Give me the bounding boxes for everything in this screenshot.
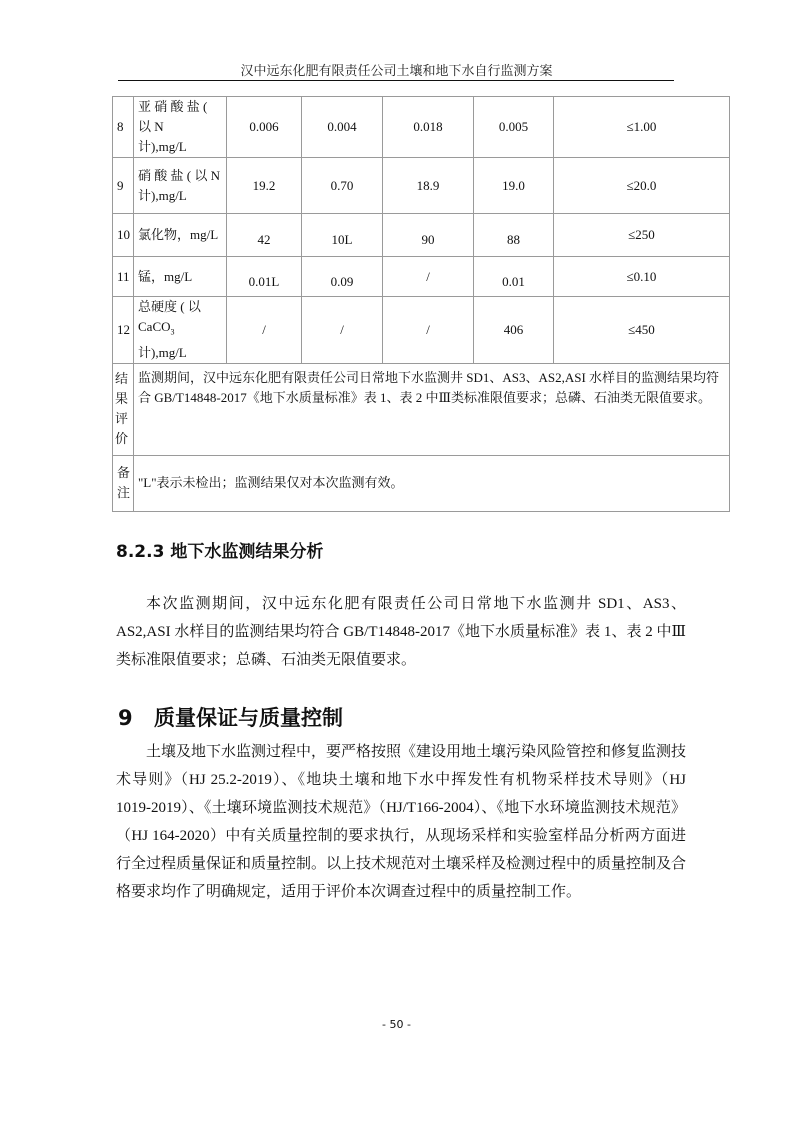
note-text: "L"表示未检出；监测结果仅对本次监测有效。 bbox=[134, 455, 730, 511]
evaluation-label-char: 评 bbox=[115, 411, 129, 427]
section-heading-9 bbox=[118, 702, 343, 732]
row-number: 11 bbox=[113, 257, 134, 297]
value-cell: 406 bbox=[474, 297, 554, 364]
value-cell: 90 bbox=[383, 214, 474, 257]
note-label-char: 注 bbox=[117, 485, 131, 501]
parameter-name bbox=[134, 97, 227, 158]
value-cell: / bbox=[227, 297, 302, 364]
table-row bbox=[113, 214, 730, 257]
value-cell: 42 bbox=[227, 214, 302, 257]
evaluation-label bbox=[113, 363, 134, 455]
parameter-name-line2: 计),mg/L bbox=[138, 187, 187, 203]
standard-limit: ≤450 bbox=[554, 297, 730, 364]
section-heading-8-2-3: 8.2.3 地下水监测结果分析 bbox=[116, 542, 324, 562]
table-row bbox=[113, 97, 730, 158]
evaluation-label-char: 结 bbox=[115, 371, 129, 387]
value-cell: 0.006 bbox=[227, 97, 302, 158]
paragraph: 本次监测期间，汉中远东化肥有限责任公司日常地下水监测井 SD1、AS3、AS2,ASI 水样目的监测结果均符合 GB/T14848-2017《地下水质量标准》表 1、表 2 中Ⅲ类标准限值要求；总磷、石油类无限值要求。 bbox=[116, 596, 686, 668]
value-cell: 18.9 bbox=[383, 158, 474, 214]
evaluation-label-char: 果 bbox=[115, 391, 129, 407]
document-header-title: 汉中远东化肥有限责任公司土壤和地下水自行监测方案 bbox=[240, 63, 553, 78]
parameter-name: 氯化物，mg/L bbox=[134, 214, 227, 257]
evaluation-row bbox=[113, 363, 730, 455]
evaluation-label-char: 价 bbox=[115, 431, 129, 447]
groundwater-results-table bbox=[112, 96, 730, 512]
value-cell: 0.01 bbox=[474, 257, 554, 297]
parameter-name-line2: 计),mg/L bbox=[138, 344, 187, 360]
value-cell: 0.01L bbox=[227, 257, 302, 297]
parameter-name-line1: 硝 酸 盐 ( 以 N bbox=[138, 167, 220, 183]
note-label-char: 备 bbox=[117, 465, 131, 481]
value-cell: 0.018 bbox=[383, 97, 474, 158]
row-number: 12 bbox=[113, 297, 134, 364]
parameter-name-line2: 计),mg/L bbox=[138, 139, 187, 154]
paragraph: 土壤及地下水监测过程中，要严格按照《建设用地土壤污染风险管控和修复监测技术导则》（HJ 25.2-2019）、《地块土壤和地下水中挥发性有机物采样技术导则》（HJ 1019-2019）、《土壤环境监测技术规范》（HJ/T166-2004）、《地下水环境监测技术规范》（HJ 164-2020）中有关质量控制的要求执行，从现场采样和实验室样品分析两方面进行全过程质量保证和质量控制。以上技术规范对土壤采样及检测过程中的质量控制及合格要求均作了明确规定，适用于评价本次调查过程中的质量控制工作。 bbox=[116, 744, 687, 900]
value-cell: 19.2 bbox=[227, 158, 302, 214]
table-row bbox=[113, 257, 730, 297]
value-cell: 0.004 bbox=[302, 97, 383, 158]
row-number: 9 bbox=[113, 158, 134, 214]
section-title: 质量保证与质量控制 bbox=[154, 706, 343, 730]
value-cell: 0.005 bbox=[474, 97, 554, 158]
parameter-name-line1: 亚 硝 酸 盐 ( 以 N bbox=[138, 99, 208, 134]
value-cell: 0.09 bbox=[302, 257, 383, 297]
value-cell: 19.0 bbox=[474, 158, 554, 214]
parameter-name bbox=[134, 297, 227, 364]
standard-limit: ≤0.10 bbox=[554, 257, 730, 297]
parameter-name: 锰，mg/L bbox=[134, 257, 227, 297]
section-9-body bbox=[116, 738, 686, 906]
table-row bbox=[113, 158, 730, 214]
page-number: - 50 - bbox=[382, 1018, 411, 1031]
value-cell: 0.70 bbox=[302, 158, 383, 214]
section-8-2-3-body bbox=[116, 590, 686, 674]
note-row bbox=[113, 455, 730, 511]
standard-limit: ≤250 bbox=[554, 214, 730, 257]
table-row bbox=[113, 297, 730, 364]
value-cell: / bbox=[383, 297, 474, 364]
value-cell: 10L bbox=[302, 214, 383, 257]
section-number: 9 bbox=[118, 706, 133, 730]
row-number: 8 bbox=[113, 97, 134, 158]
value-cell: / bbox=[383, 257, 474, 297]
evaluation-text: 监测期间，汉中远东化肥有限责任公司日常地下水监测井 SD1、AS3、AS2,ASI 水样目的监测结果均符合 GB/T14848-2017《地下水质量标准》表 1、表 2 中Ⅲ类标准限值要求；总磷、石油类无限值要求。 bbox=[134, 363, 730, 455]
parameter-name-line1: 总硬度 ( 以 CaCO bbox=[138, 299, 201, 334]
parameter-name bbox=[134, 158, 227, 214]
header-rule bbox=[118, 80, 674, 81]
standard-limit: ≤20.0 bbox=[554, 158, 730, 214]
subscript: 3 bbox=[170, 327, 175, 337]
note-label bbox=[113, 455, 134, 511]
row-number: 10 bbox=[113, 214, 134, 257]
value-cell: 88 bbox=[474, 214, 554, 257]
value-cell: / bbox=[302, 297, 383, 364]
standard-limit: ≤1.00 bbox=[554, 97, 730, 158]
